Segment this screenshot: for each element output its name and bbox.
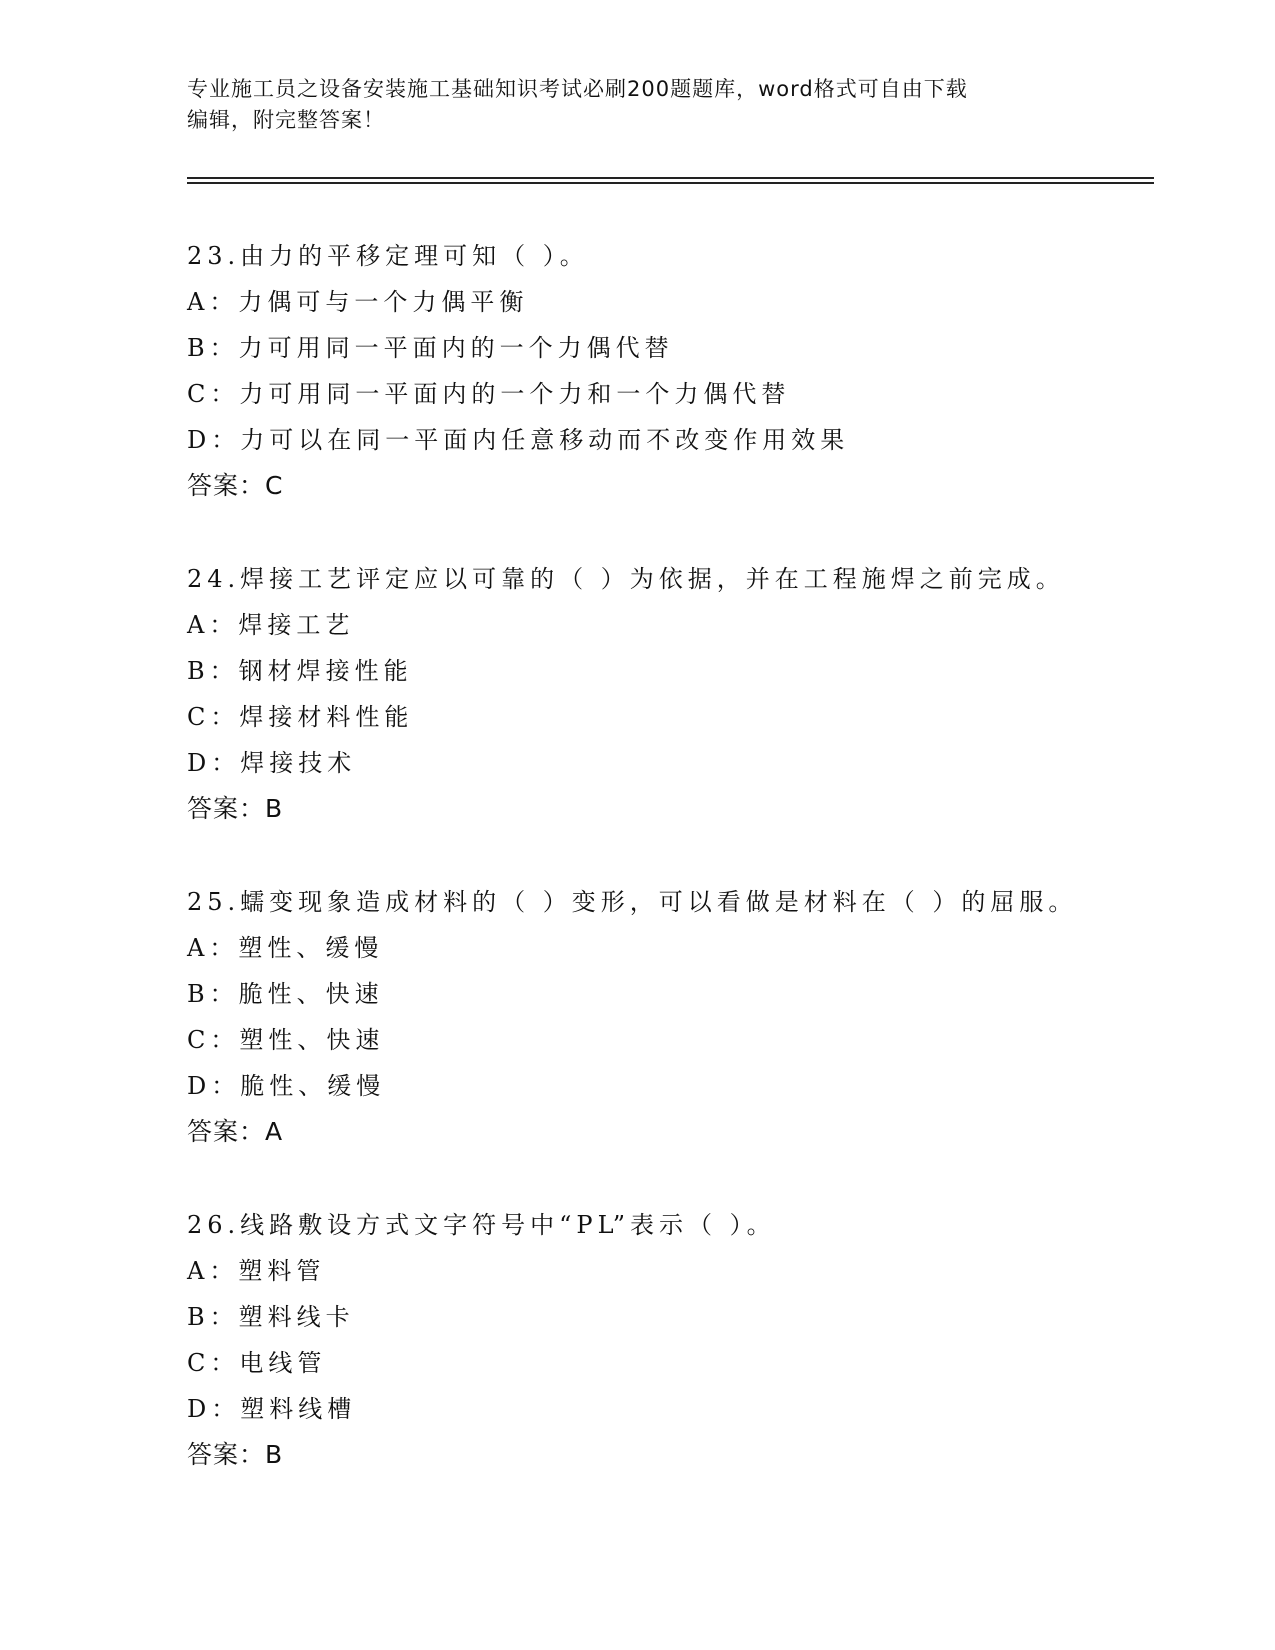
- option-d: D：塑料线槽: [187, 1395, 357, 1423]
- document-header: [187, 74, 1067, 136]
- option-c: C：电线管: [187, 1349, 327, 1377]
- question-stem: 23.由力的平移定理可知（ ）。: [187, 242, 589, 270]
- option-b: B：脆性、快速: [187, 980, 384, 1008]
- header-title-line-1: 专业施工员之设备安装施工基础知识考试必刷200题题库，word格式可自由下载: [187, 77, 968, 101]
- answer-label: 答案：C: [187, 471, 284, 500]
- option-c: C：力可用同一平面内的一个力和一个力偶代替: [187, 380, 791, 408]
- header-divider-top: [187, 177, 1154, 179]
- question-item: [187, 233, 1147, 509]
- answer-label: 答案：B: [187, 1440, 284, 1469]
- option-a: A：塑性、缓慢: [187, 934, 384, 962]
- question-stem: 26.线路敷设方式文字符号中“PL”表示（ ）。: [187, 1211, 776, 1239]
- answer-label: 答案：B: [187, 794, 284, 823]
- header-divider-bottom: [187, 182, 1154, 184]
- option-a: A：塑料管: [187, 1257, 326, 1285]
- option-c: C：塑性、快速: [187, 1026, 385, 1054]
- question-list: [187, 233, 1147, 1525]
- option-b: B：塑料线卡: [187, 1303, 355, 1331]
- answer-label: 答案：A: [187, 1117, 284, 1146]
- option-d: D：焊接技术: [187, 749, 357, 777]
- option-d: D：脆性、缓慢: [187, 1072, 386, 1100]
- question-stem: 25.蠕变现象造成材料的（ ）变形，可以看做是材料在（ ）的屈服。: [187, 888, 1078, 916]
- option-b: B：钢材焊接性能: [187, 657, 413, 685]
- option-c: C：焊接材料性能: [187, 703, 414, 731]
- option-a: A：焊接工艺: [187, 611, 355, 639]
- question-stem: 24.焊接工艺评定应以可靠的（ ）为依据，并在工程施焊之前完成。: [187, 565, 1065, 593]
- question-item: [187, 879, 1147, 1155]
- option-d: D：力可以在同一平面内任意移动而不改变作用效果: [187, 426, 850, 454]
- option-b: B：力可用同一平面内的一个力偶代替: [187, 334, 674, 362]
- header-title-line-2: 编辑，附完整答案！: [187, 108, 385, 132]
- question-item: [187, 1202, 1147, 1478]
- question-item: [187, 556, 1147, 832]
- option-a: A：力偶可与一个力偶平衡: [187, 288, 529, 316]
